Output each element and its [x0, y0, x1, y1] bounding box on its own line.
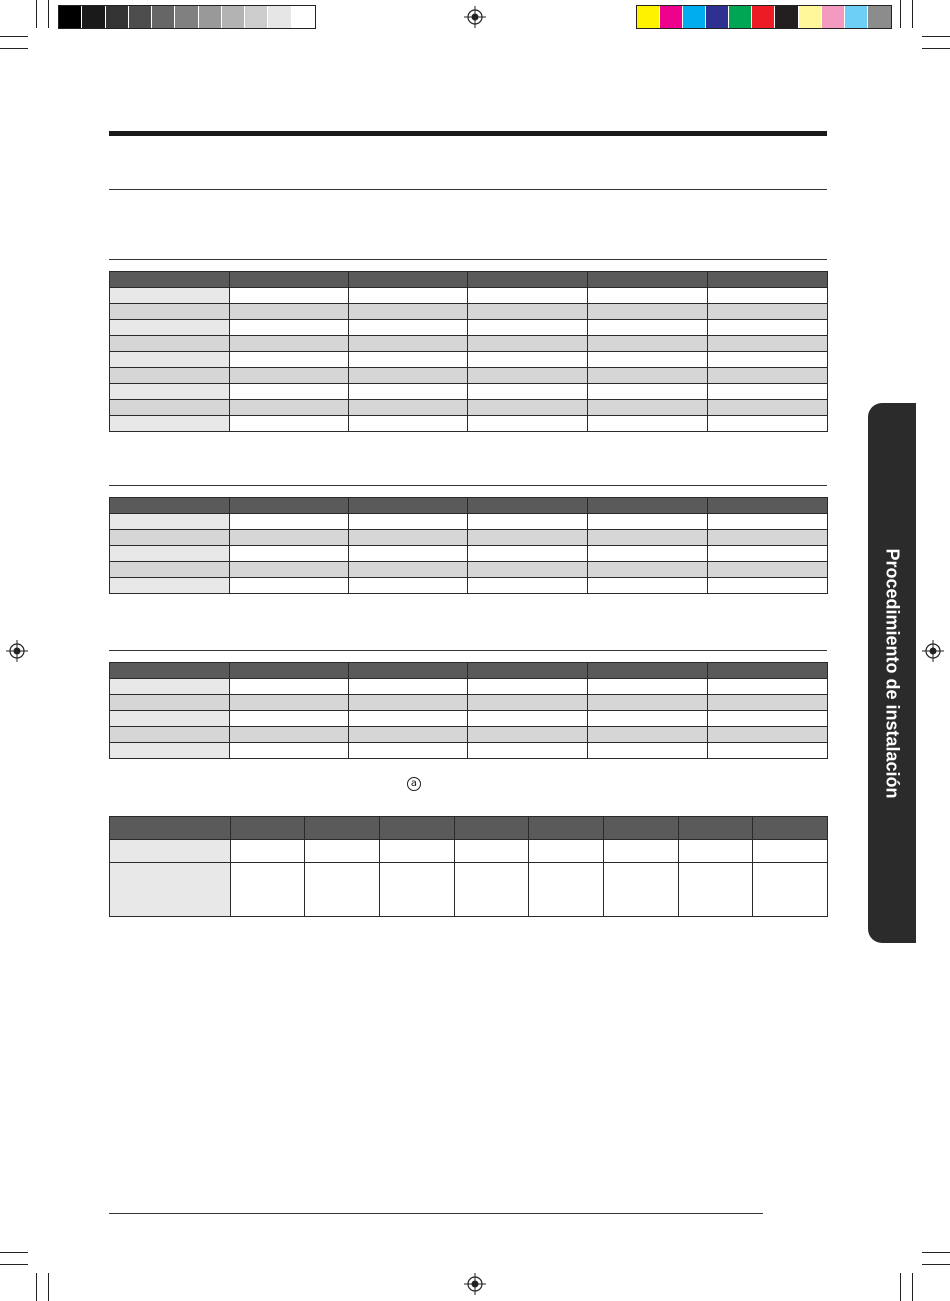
table-cell	[230, 695, 349, 711]
section-divider	[109, 485, 827, 486]
spec-table-2	[109, 497, 828, 594]
table-cell	[468, 288, 588, 304]
table-cell	[305, 840, 380, 863]
table-cell	[708, 320, 828, 336]
table-cell	[468, 562, 588, 578]
table-cell	[588, 743, 708, 759]
table-cell	[468, 727, 588, 743]
table-cell	[380, 863, 455, 917]
calibration-swatch	[106, 6, 129, 28]
table-cell	[679, 817, 753, 840]
table-cell	[231, 863, 305, 917]
crop-mark	[36, 0, 37, 28]
calibration-swatch	[799, 6, 822, 28]
table-cell	[349, 578, 468, 594]
row-header-cell	[110, 727, 230, 743]
spec-table-1	[109, 271, 828, 432]
table-cell	[349, 288, 468, 304]
table-cell	[604, 840, 679, 863]
table-cell	[230, 352, 349, 368]
table-cell	[305, 817, 380, 840]
table-row	[110, 320, 828, 336]
table-row	[110, 562, 828, 578]
crop-mark	[912, 0, 913, 28]
table-cell	[230, 304, 349, 320]
table-cell	[349, 663, 468, 679]
table-cell	[708, 304, 828, 320]
calibration-swatch	[775, 6, 798, 28]
table-cell	[230, 320, 349, 336]
table-cell	[588, 727, 708, 743]
table-row	[110, 578, 828, 594]
section-divider	[109, 189, 827, 190]
section-divider	[109, 650, 827, 651]
row-header-cell	[110, 863, 231, 917]
row-header-cell	[110, 711, 230, 727]
crop-mark	[48, 0, 49, 28]
table-cell	[708, 530, 828, 546]
table-cell	[349, 272, 468, 288]
table-cell	[230, 679, 349, 695]
page-header-rule	[109, 131, 827, 136]
calibration-swatch	[868, 6, 891, 28]
table-cell	[588, 514, 708, 530]
table-cell	[349, 743, 468, 759]
table-cell	[679, 840, 753, 863]
table-cell	[349, 711, 468, 727]
table-cell	[349, 400, 468, 416]
table-cell	[468, 320, 588, 336]
table-cell	[468, 578, 588, 594]
calibration-swatch	[752, 6, 775, 28]
registration-target-icon	[464, 1273, 486, 1295]
table-cell	[468, 384, 588, 400]
table-row	[110, 288, 828, 304]
table-cell	[753, 840, 828, 863]
table-cell	[468, 352, 588, 368]
row-header-cell	[110, 320, 230, 336]
table-cell	[349, 416, 468, 432]
table-cell	[230, 498, 349, 514]
table-cell	[529, 840, 604, 863]
row-header-cell	[110, 416, 230, 432]
table-cell	[468, 400, 588, 416]
table-row	[110, 546, 828, 562]
table-cell	[349, 530, 468, 546]
table-cell	[708, 272, 828, 288]
table-cell	[305, 863, 380, 917]
table-cell	[468, 711, 588, 727]
table-cell	[708, 663, 828, 679]
registration-target-icon	[464, 6, 486, 28]
table-cell	[349, 546, 468, 562]
table-row	[110, 498, 828, 514]
table-cell	[349, 562, 468, 578]
section-side-tab-label-wrap	[868, 403, 916, 943]
table-cell	[588, 562, 708, 578]
row-header-cell	[110, 304, 230, 320]
table-cell	[588, 368, 708, 384]
table-cell	[588, 304, 708, 320]
crop-mark	[900, 1273, 901, 1301]
table-cell	[588, 498, 708, 514]
table-cell	[708, 743, 828, 759]
table-cell	[708, 578, 828, 594]
row-header-cell	[110, 288, 230, 304]
table-row	[110, 384, 828, 400]
table-cell	[349, 695, 468, 711]
section-divider	[109, 259, 827, 260]
row-header-cell	[110, 562, 230, 578]
table-cell	[468, 368, 588, 384]
table-cell	[230, 416, 349, 432]
calibration-swatch	[292, 6, 315, 28]
section-side-tab-label: Procedimiento de instalación	[882, 547, 903, 799]
row-header-cell	[110, 679, 230, 695]
table-cell	[588, 663, 708, 679]
table-cell	[455, 817, 529, 840]
table-cell	[468, 498, 588, 514]
table-cell	[349, 304, 468, 320]
table-cell	[231, 817, 305, 840]
table-cell	[468, 679, 588, 695]
crop-mark	[922, 36, 950, 37]
table-cell	[349, 320, 468, 336]
table-cell	[230, 336, 349, 352]
table-cell	[468, 304, 588, 320]
table-cell	[230, 384, 349, 400]
table-cell	[230, 663, 349, 679]
row-header-cell	[110, 743, 230, 759]
table-cell	[230, 727, 349, 743]
table-cell	[588, 530, 708, 546]
table-cell	[708, 727, 828, 743]
calibration-swatch	[82, 6, 105, 28]
row-header-cell	[110, 336, 230, 352]
table-cell	[468, 336, 588, 352]
table-cell	[708, 400, 828, 416]
table-row	[110, 840, 828, 863]
calibration-swatch	[706, 6, 729, 28]
table-row	[110, 727, 828, 743]
registration-target-icon	[922, 640, 944, 662]
table-row	[110, 695, 828, 711]
crop-mark	[922, 1264, 950, 1265]
table-cell	[230, 578, 349, 594]
row-header-cell	[110, 272, 230, 288]
row-header-cell	[110, 498, 230, 514]
table-cell	[230, 368, 349, 384]
table-row	[110, 530, 828, 546]
registration-target-icon	[6, 640, 28, 662]
table-cell	[708, 695, 828, 711]
table-cell	[455, 863, 529, 917]
table-cell	[708, 546, 828, 562]
table-cell	[231, 840, 305, 863]
row-header-cell	[110, 368, 230, 384]
table-cell	[529, 863, 604, 917]
table-cell	[230, 711, 349, 727]
table-cell	[588, 352, 708, 368]
table-cell	[708, 514, 828, 530]
crop-mark	[912, 1273, 913, 1301]
table-cell	[708, 288, 828, 304]
table-cell	[708, 679, 828, 695]
table-cell	[230, 400, 349, 416]
table-cell	[708, 336, 828, 352]
table-row	[110, 368, 828, 384]
table-cell	[588, 679, 708, 695]
table-cell	[380, 840, 455, 863]
table-cell	[588, 711, 708, 727]
calibration-swatch	[59, 6, 82, 28]
row-header-cell	[110, 663, 230, 679]
table-cell	[708, 352, 828, 368]
table-row	[110, 514, 828, 530]
crop-mark	[922, 48, 950, 49]
table-cell	[468, 530, 588, 546]
spec-table-4	[109, 816, 828, 917]
row-header-cell	[110, 384, 230, 400]
calibration-swatch	[729, 6, 752, 28]
table-row	[110, 663, 828, 679]
table-cell	[708, 711, 828, 727]
calibration-swatch	[845, 6, 868, 28]
crop-mark	[900, 0, 901, 28]
table-cell	[230, 514, 349, 530]
crop-mark	[0, 1252, 28, 1253]
calibration-swatch	[175, 6, 198, 28]
table-cell	[349, 384, 468, 400]
table-cell	[708, 498, 828, 514]
calibration-swatch	[222, 6, 245, 28]
row-header-cell	[110, 530, 230, 546]
calibration-swatch	[199, 6, 222, 28]
table-cell	[468, 272, 588, 288]
table-cell	[753, 863, 828, 917]
table-cell	[588, 384, 708, 400]
footer-rule	[109, 1213, 763, 1214]
table-cell	[349, 368, 468, 384]
table-row	[110, 352, 828, 368]
table-cell	[349, 727, 468, 743]
table-cell	[588, 272, 708, 288]
table-row	[110, 336, 828, 352]
table-cell	[588, 546, 708, 562]
table-cell	[588, 288, 708, 304]
table-cell	[588, 416, 708, 432]
row-header-cell	[110, 546, 230, 562]
calibration-swatch	[637, 6, 660, 28]
table-cell	[468, 743, 588, 759]
table-cell	[753, 817, 828, 840]
table-row	[110, 743, 828, 759]
table-row	[110, 400, 828, 416]
table-cell	[588, 400, 708, 416]
table-cell	[349, 498, 468, 514]
table-cell	[588, 336, 708, 352]
table-cell	[349, 336, 468, 352]
table-cell	[604, 863, 679, 917]
table-cell	[468, 663, 588, 679]
row-header-cell	[110, 352, 230, 368]
table-cell	[380, 817, 455, 840]
row-header-cell	[110, 817, 231, 840]
table-row	[110, 863, 828, 917]
table-cell	[708, 368, 828, 384]
table-cell	[468, 416, 588, 432]
calibration-swatch	[245, 6, 268, 28]
table-cell	[230, 562, 349, 578]
table-row	[110, 272, 828, 288]
table-row	[110, 304, 828, 320]
calibration-swatch	[129, 6, 152, 28]
table-cell	[588, 578, 708, 594]
table-cell	[230, 546, 349, 562]
table-cell	[708, 416, 828, 432]
calibration-swatch	[683, 6, 706, 28]
table-cell	[468, 695, 588, 711]
table-row	[110, 416, 828, 432]
table-cell	[708, 384, 828, 400]
table-row	[110, 817, 828, 840]
table-cell	[230, 272, 349, 288]
table-cell	[529, 817, 604, 840]
crop-mark	[0, 36, 28, 37]
color-calibration-bar	[636, 5, 892, 29]
calibration-swatch	[152, 6, 175, 28]
row-header-cell	[110, 840, 231, 863]
table-cell	[468, 514, 588, 530]
row-header-cell	[110, 695, 230, 711]
crop-mark	[0, 48, 28, 49]
table-row	[110, 711, 828, 727]
calibration-swatch	[660, 6, 683, 28]
row-header-cell	[110, 400, 230, 416]
table-cell	[349, 514, 468, 530]
table-cell	[349, 679, 468, 695]
crop-mark	[922, 1252, 950, 1253]
table-cell	[588, 320, 708, 336]
crop-mark	[36, 1273, 37, 1301]
table-cell	[604, 817, 679, 840]
table-cell	[588, 695, 708, 711]
spec-table-3	[109, 662, 828, 759]
row-header-cell	[110, 514, 230, 530]
table-cell	[455, 840, 529, 863]
calibration-swatch	[268, 6, 291, 28]
row-header-cell	[110, 578, 230, 594]
table-cell	[468, 546, 588, 562]
table-cell	[230, 288, 349, 304]
crop-mark	[0, 1264, 28, 1265]
table-cell	[230, 743, 349, 759]
callout-marker: a	[407, 777, 421, 791]
table-cell	[349, 352, 468, 368]
table-cell	[708, 562, 828, 578]
calibration-swatch	[822, 6, 845, 28]
crop-mark	[48, 1273, 49, 1301]
table-row	[110, 679, 828, 695]
grayscale-calibration-bar	[58, 5, 316, 29]
table-cell	[230, 530, 349, 546]
table-cell	[679, 863, 753, 917]
